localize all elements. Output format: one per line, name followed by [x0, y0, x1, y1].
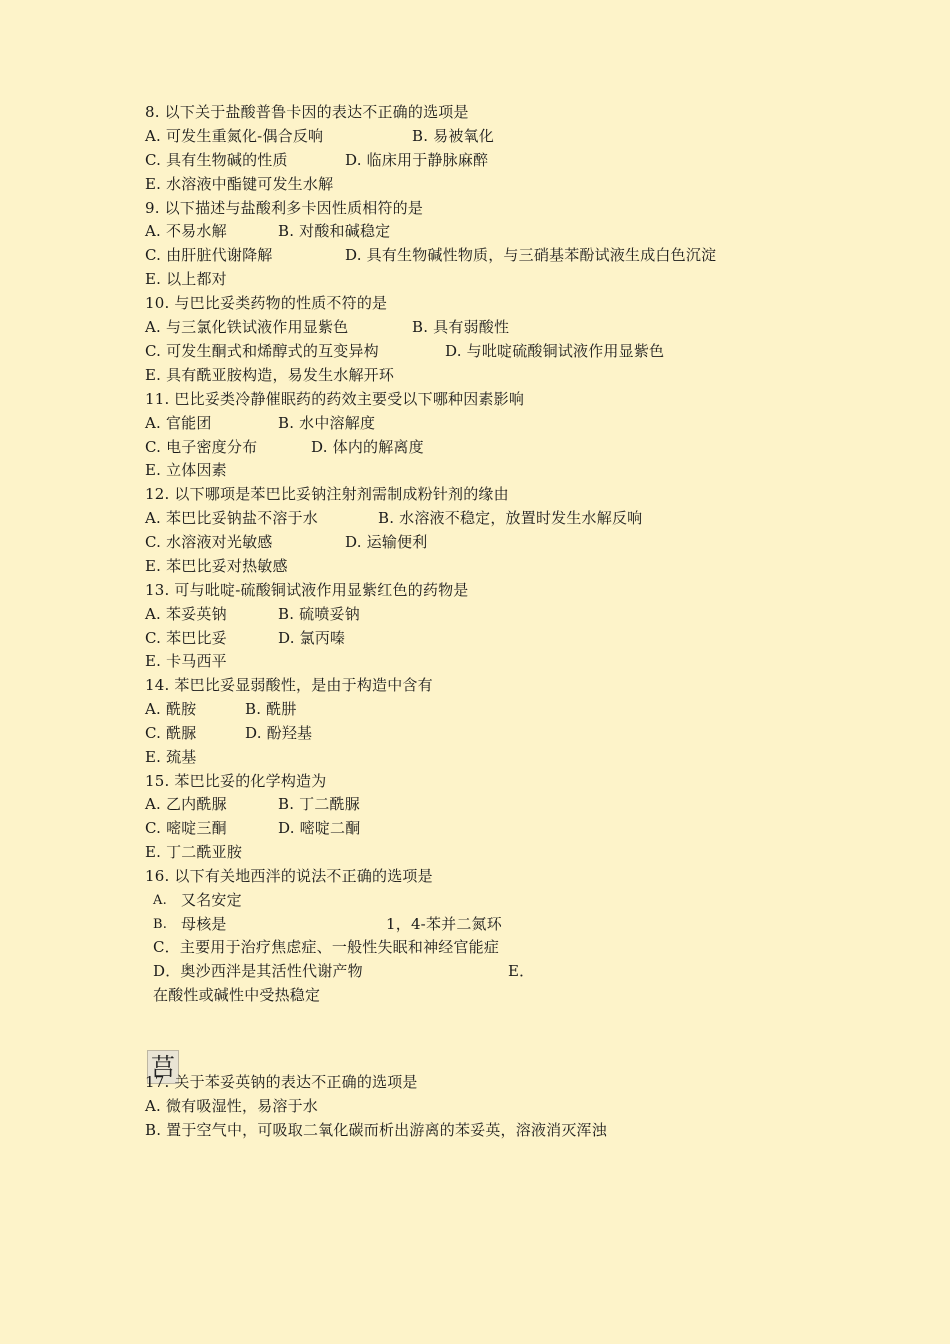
question-10-stem: 10. 与巴比妥类药物的性质不符的是: [145, 294, 388, 312]
question-14-option-e: E. 巯基: [145, 748, 197, 766]
question-9-option-e: E. 以上都对: [145, 270, 227, 288]
question-10-option-d: D. 与吡啶硫酸铜试液作用显紫色: [445, 342, 665, 360]
question-10-option-e: E. 具有酰亚胺构造，易发生水解开环: [145, 366, 395, 384]
question-9-option-d: D. 具有生物碱性物质，与三硝基苯酚试液生成白色沉淀: [345, 246, 717, 264]
question-8-option-a: A. 可发生重氮化-偶合反响: [145, 127, 324, 145]
question-11-option-b: B. 水中溶解度: [278, 414, 376, 432]
question-17-stem: 17. 关于苯妥英钠的表达不正确的选项是: [145, 1073, 418, 1091]
question-13-option-c: C. 苯巴比妥: [145, 629, 227, 647]
question-16-option-c: C．主要用于治疗焦虑症、一般性失眠和神经官能症: [153, 938, 500, 956]
question-16-option-a-letter: A.: [153, 893, 167, 908]
question-17-option-a: A. 微有吸湿性，易溶于水: [145, 1097, 318, 1115]
question-13-option-e: E. 卡马西平: [145, 652, 227, 670]
question-8-option-d: D. 临床用于静脉麻醉: [345, 151, 489, 169]
question-14-stem: 14. 苯巴比妥显弱酸性，是由于构造中含有: [145, 676, 433, 694]
question-16-option-b-tail: 1，4-苯并二氮环: [386, 915, 502, 933]
question-11-option-a: A. 官能团: [145, 414, 212, 432]
question-16-option-a-text: 又名安定: [181, 891, 242, 909]
question-12-option-e: E. 苯巴比妥对热敏感: [145, 557, 288, 575]
question-11-stem: 11. 巴比妥类冷静催眠药的药效主要受以下哪种因素影响: [145, 390, 525, 408]
question-13-option-a: A. 苯妥英钠: [145, 605, 227, 623]
question-8-option-c: C. 具有生物碱的性质: [145, 151, 288, 169]
stamp-image: 莒: [147, 1050, 179, 1084]
question-11-option-e: E. 立体因素: [145, 461, 227, 479]
question-16-option-d: D．奥沙西泮是其活性代谢产物: [153, 962, 363, 980]
question-8-stem: 8. 以下关于盐酸普鲁卡因的表达不正确的选项是: [145, 103, 469, 121]
question-14-option-a: A. 酰胺: [145, 700, 197, 718]
question-10-option-b: B. 具有弱酸性: [412, 318, 510, 336]
question-9-option-a: A. 不易水解: [145, 222, 227, 240]
question-11-option-c: C. 电子密度分布: [145, 438, 258, 456]
question-13-option-b: B. 硫喷妥钠: [278, 605, 360, 623]
question-12-option-c: C. 水溶液对光敏感: [145, 533, 273, 551]
question-9-stem: 9. 以下描述与盐酸利多卡因性质相符的是: [145, 199, 424, 217]
question-16-option-b-text: 母核是: [181, 915, 227, 933]
question-16-option-e-text: 在酸性或碱性中受热稳定: [153, 986, 321, 1004]
question-10-option-c: C. 可发生酮式和烯醇式的互变异构: [145, 342, 379, 360]
question-11-option-d: D. 体内的解离度: [311, 438, 424, 456]
question-14-option-b: B. 酰肼: [245, 700, 297, 718]
question-15-option-a: A. 乙内酰脲: [145, 795, 227, 813]
question-15-option-c: C. 嘧啶三酮: [145, 819, 227, 837]
question-14-option-c: C. 酰脲: [145, 724, 197, 742]
question-13-option-d: D. 氯丙嗪: [278, 629, 346, 647]
question-9-option-c: C. 由肝脏代谢降解: [145, 246, 273, 264]
question-8-option-e: E. 水溶液中酯键可发生水解: [145, 175, 334, 193]
question-8-option-b: B. 易被氧化: [412, 127, 494, 145]
question-12-option-a: A. 苯巴比妥钠盐不溶于水: [145, 509, 318, 527]
question-15-stem: 15. 苯巴比妥的化学构造为: [145, 772, 327, 790]
question-12-stem: 12. 以下哪项是苯巴比妥钠注射剂需制成粉针剂的缘由: [145, 485, 509, 503]
question-14-option-d: D. 酚羟基: [245, 724, 313, 742]
question-16-option-b-letter: B.: [153, 917, 168, 932]
question-12-option-b: B. 水溶液不稳定，放置时发生水解反响: [378, 509, 643, 527]
question-15-option-e: E. 丁二酰亚胺: [145, 843, 243, 861]
question-16-option-e-letter: E．: [508, 962, 535, 980]
question-17-option-b: B. 置于空气中，可吸取二氧化碳而析出游离的苯妥英，溶液消灭浑浊: [145, 1121, 607, 1139]
question-9-option-b: B. 对酸和碱稳定: [278, 222, 391, 240]
question-13-stem: 13. 可与吡啶-硫酸铜试液作用显紫红色的药物是: [145, 581, 469, 599]
question-16-stem: 16. 以下有关地西泮的说法不正确的选项是: [145, 867, 433, 885]
question-10-option-a: A. 与三氯化铁试液作用显紫色: [145, 318, 349, 336]
question-15-option-d: D. 嘧啶二酮: [278, 819, 361, 837]
question-12-option-d: D. 运输便利: [345, 533, 428, 551]
question-15-option-b: B. 丁二酰脲: [278, 795, 360, 813]
